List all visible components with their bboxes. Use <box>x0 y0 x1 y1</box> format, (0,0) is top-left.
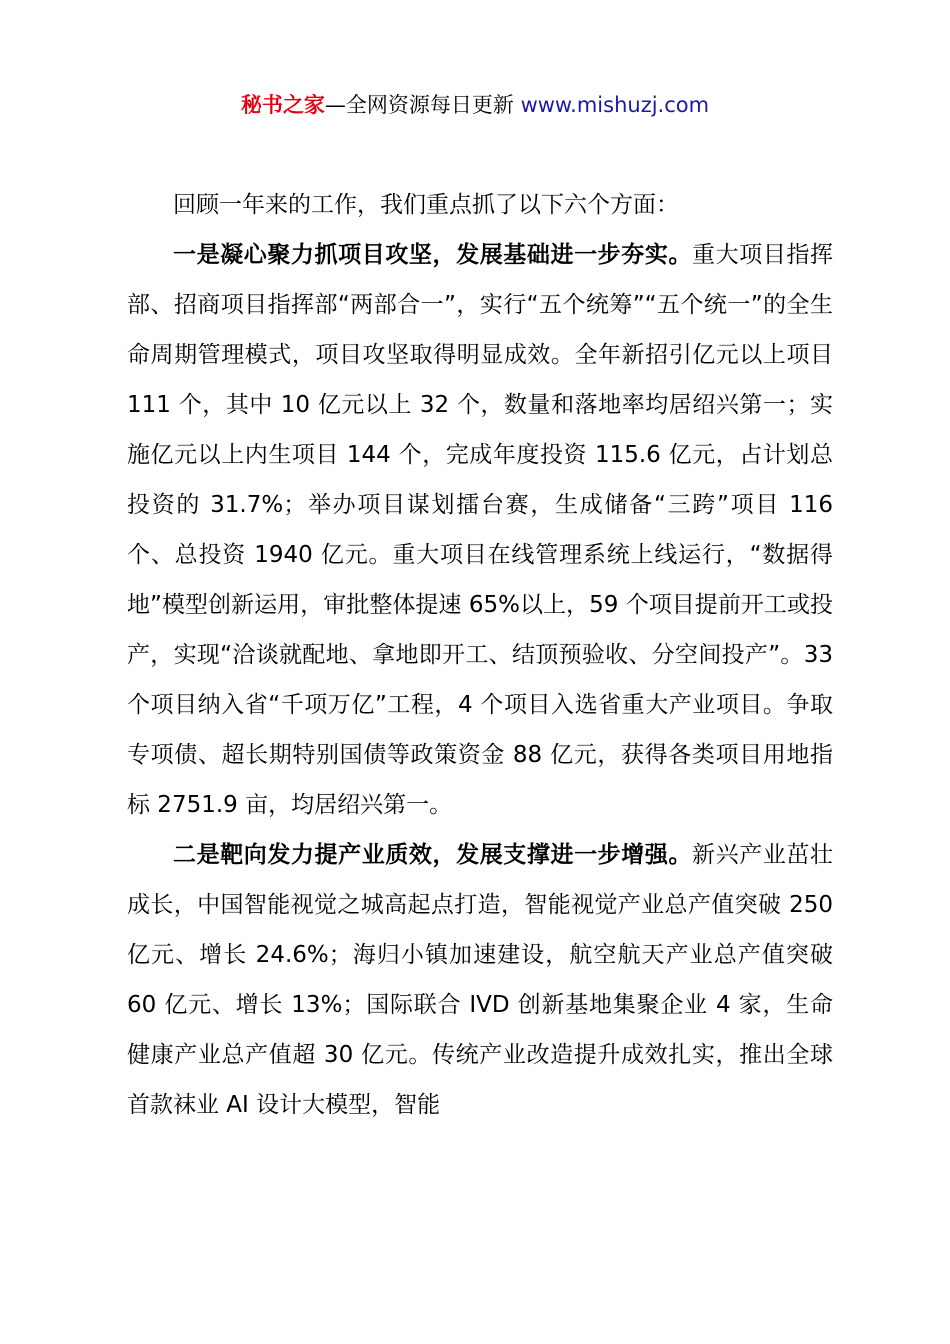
brand-name: 秘书之家 <box>240 93 325 117</box>
section-2-body: 新兴产业茁壮成长，中国智能视觉之城高起点打造，智能视觉产业总产值突破 250 亿元、增长 24.6%；海归小镇加速建设，航空航天产业总产值突破 60 亿元、增长 13%；国际联合 IVD 创新基地集聚企业 4 家，生命健康产业总产值超 30 亿元。传统产业改造提升成效扎实，推出全球首款袜业 AI 设计大模型，智能 <box>127 842 834 1118</box>
header-slogan: —全网资源每日更新 <box>324 93 521 117</box>
section-2-lead: 二是靶向发力提产业质效，发展支撑进一步增强。 <box>173 842 693 868</box>
site-header <box>0 89 950 121</box>
site-url-link[interactable]: www.mishuzj.com <box>520 93 710 117</box>
document-body <box>127 180 833 1130</box>
section-1-body: 重大项目指挥部、招商项目指挥部“两部合一”，实行“五个统筹”“五个统一”的全生命周期管理模式，项目攻坚取得明显成效。全年新招引亿元以上项目 111 个，其中 10 亿元以上 32 个，数量和落地率均居绍兴第一；实施亿元以上内生项目 144 个，完成年度投资 115.6 亿元，占计划总投资的 31.7%；举办项目谋划擂台赛，生成储备“三跨”项目 116 个、总投资 1940 亿元。重大项目在线管理系统上线运行，“数据得地”模型创新运用，审批整体提速 65%以上，59 个项目提前开工或投产，实现“洽谈就配地、拿地即开工、结顶预验收、分空间投产”。33 个项目纳入省“千项万亿”工程，4 个项目入选省重大产业项目。争取专项债、超长期特别国债等政策资金 88 亿元，获得各类项目用地指标 2751.9 亩，均居绍兴第一。 <box>127 242 834 818</box>
section-paragraph-2 <box>127 830 833 1130</box>
section-1-lead: 一是凝心聚力抓项目攻坚，发展基础进一步夯实。 <box>173 242 693 268</box>
section-paragraph-1 <box>127 230 833 830</box>
intro-paragraph: 回顾一年来的工作，我们重点抓了以下六个方面： <box>173 192 679 218</box>
